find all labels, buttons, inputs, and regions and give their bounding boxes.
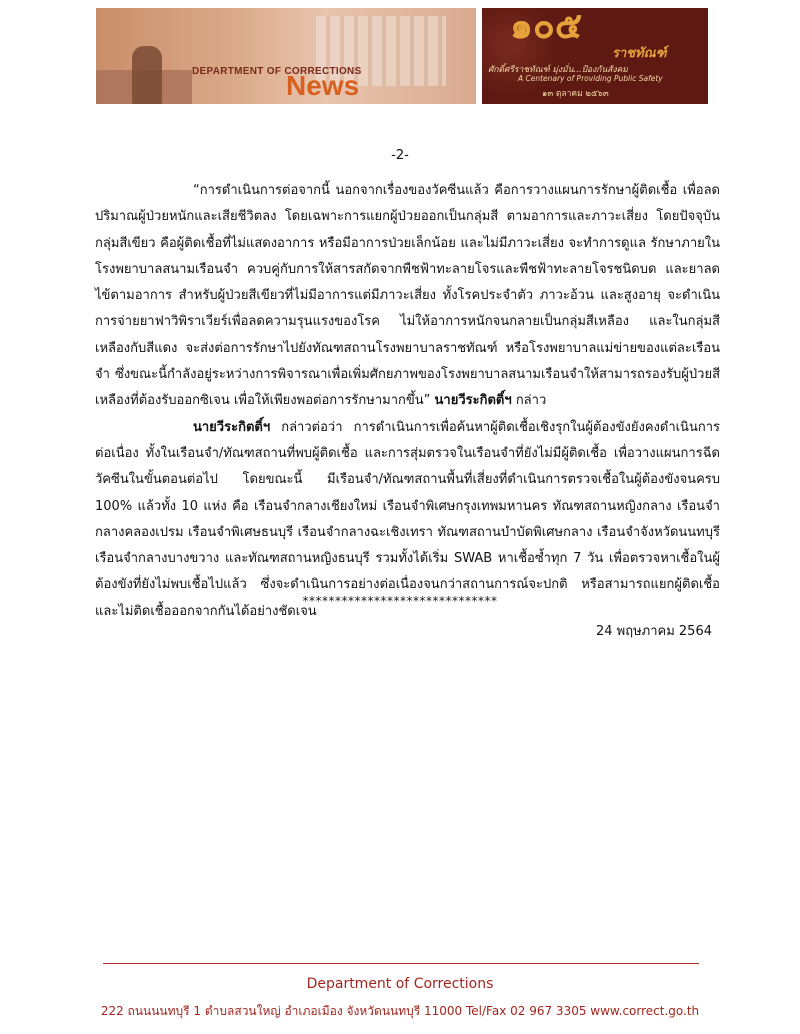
paragraph-2-text: กล่าวต่อว่า การดำเนินการเพื่อค้นหาผู้ติดเชื้อเชิงรุกในผู้ต้องขังยังคงดำเนินการต่อเนื่อง ทั้งในเรือนจำ/ทัณฑสถานที่พบผู้ติดเชื้อ และการสุ่มตรวจในเรือนจำที่ยังไม่มีผู้ติดเชื้อ เพื่อวางแผนการฉีดวัคซีนในขั้นตอนต่อไป โดยขณะนี้ มีเรือนจำ/ทัณฑสถานพื้นที่เสี่ยงที่ดำเนินการตรวจเชื้อในผู้ต้องขังจนครบ 100% แล้วทั้ง 10 แห่ง คือ เรือนจำกลางเชียงใหม่ เรือนจำพิเศษกรุงเทพมหานคร ทัณฑสถานหญิงกลาง เรือนจำกลางคลองเปรม เรือนจำพิเศษธนบุรี เรือนจำกลางฉะเชิงเทรา ทัณฑสถานบำบัดพิเศษกลาง เรือนจำจังหวัดนนทบุรี เรือนจำกลางบางขวาง และทัณฑสถานหญิงธนบุรี รวมทั้งได้เริ่ม SWAB หาเชื้อซ้ำทุก 7 วัน เพื่อตรวจหาเชื้อในผู้ต้องขังที่ยังไม่พบเชื้อไปแล้ว ซึ่งจะดำเนินการอย่างต่อเนื่องจนกว่าสถานการณ์จะปกติ หรือสามารถแยกผู้ติดเชื้อและไม่ติดเชื้อออกจากกันได้อย่างชัดเจน xyxy=(95,419,720,619)
slogan-english: A Centenary of Providing Public Safety xyxy=(518,74,663,83)
paragraph-2-speaker: นายวีระกิตติ์ฯ xyxy=(193,419,271,435)
guard-image xyxy=(132,46,162,104)
separator: ****************************** xyxy=(302,594,498,608)
anniversary-label: ราชทัณฑ์ xyxy=(612,46,667,61)
news-label: News xyxy=(286,70,360,101)
article-body xyxy=(95,178,720,625)
paragraph-1 xyxy=(95,178,720,415)
speaker-name: นายวีระกิตติ์ฯ xyxy=(434,393,512,409)
document-date: 24 พฤษภาคม 2564 xyxy=(595,624,712,639)
slogan-thai: ศักดิ์ศรีราชทัณฑ์ มุ่งมั่น...ป้องกันสังคม xyxy=(488,65,628,75)
news-banner xyxy=(96,8,476,104)
anniversary-number: ๑๐๕ xyxy=(510,8,583,47)
anniversary-date: ๑๓ ตุลาคม ๒๕๖๓ xyxy=(542,89,609,99)
footer-divider xyxy=(103,963,699,964)
said-label: กล่าว xyxy=(515,393,547,409)
footer-title: Department of Corrections xyxy=(306,976,494,992)
page-number: -2- xyxy=(391,148,409,163)
paragraph-1-text: “การดำเนินการต่อจากนี้ นอกจากเรื่องของวัคซีนแล้ว คือการวางแผนการรักษาผู้ติดเชื้อ เพื่อลดปริมาณผู้ป่วยหนักและเสียชีวิตลง โดยเฉพาะการแยกผู้ป่วยออกเป็นกลุ่มสี ตามอาการและภาวะเสี่ยง โดยปัจจุบัน กลุ่มสีเขียว คือผู้ติดเชื้อที่ไม่แสดงอาการ หรือมีอาการป่วยเล็กน้อย และไม่มีภาวะเสี่ยง จะทำการดูแล รักษาภายในโรงพยาบาลสนามเรือนจำ ควบคู่กับการให้สารสกัดจากพืชฟ้าทะลายโจรและพืชฟ้าทะลายโจรชนิดบด และยาลดไข้ตามอาการ สำหรับผู้ป่วยสีเขียวที่ไม่มีอาการแต่มีภาวะเสี่ยง ทั้งโรคประจำตัว ภาวะอ้วน และสูงอายุ จะดำเนินการจ่ายยาฟาวิพิราเวียร์เพื่อลดความรุนแรงของโรค ไม่ให้อาการหนักจนกลายเป็นกลุ่มสีเหลือง และในกลุ่มสีเหลืองกับสีแดง จะส่งต่อการรักษาไปยังทัณฑสถานโรงพยาบาลราชทัณฑ์ หรือโรงพยาบาลแม่ข่ายของแต่ละเรือนจำ ซึ่งขณะนี้กำลังอยู่ระหว่างการพิจารณาเพื่อเพิ่มศักยภาพของโรงพยาบาลสนามเรือนจำให้สามารถรองรับผู้ป่วยสีเหลืองที่ต้องรับออกซิเจน เพื่อให้เพียงพอต่อการรักษามากขึ้น” xyxy=(95,183,720,409)
department-label: DEPARTMENT OF CORRECTIONS xyxy=(192,66,362,77)
anniversary-banner xyxy=(482,8,708,104)
header-banner xyxy=(96,8,708,104)
footer-address: 222 ถนนนนทบุรี 1 ตำบลสวนใหญ่ อำเภอเมือง จังหวัดนนทบุรี 11000 Tel/Fax 02 967 3305 www.correct.go.th xyxy=(100,1004,700,1018)
